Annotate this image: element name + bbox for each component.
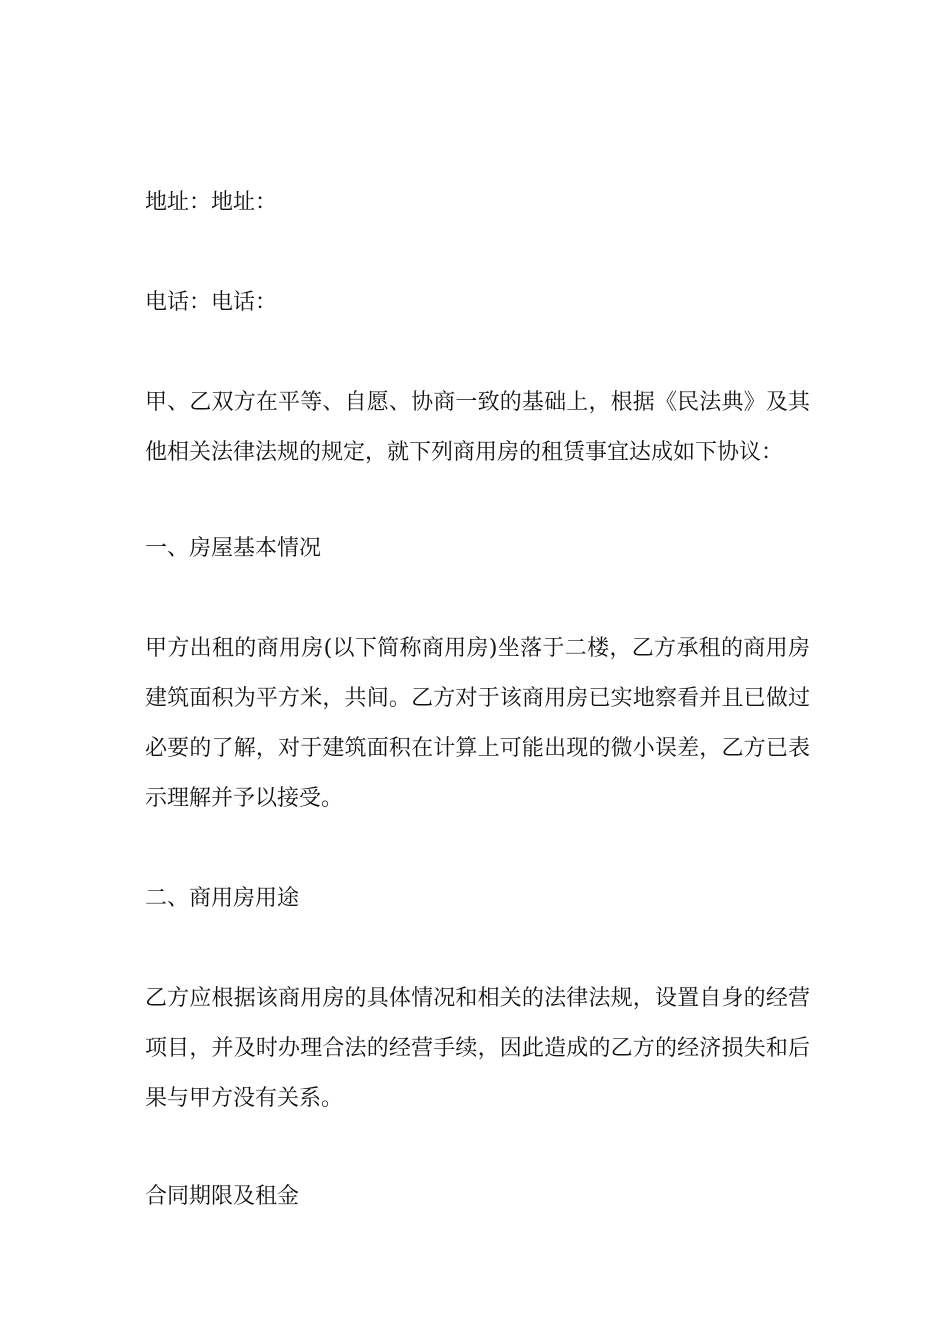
phone-line: 电话：电话： (145, 290, 278, 315)
section-body-basic-info: 甲方出租的商用房(以下简称商用房)坐落于二楼，乙方承租的商用房建筑面积为平方米，共间。乙方对于该商用房已实地察看并且已做过必要的了解，对于建筑面积在计算上可能出现的微小误差，乙方已表示理解并予以接受。 (145, 636, 810, 811)
section-heading-term-rent: 合同期限及租金 (145, 1184, 300, 1209)
address-line: 地址：地址： (145, 190, 278, 215)
section-heading-basic-info: 一、房屋基本情况 (145, 536, 322, 561)
intro-paragraph: 甲、乙双方在平等、自愿、协商一致的基础上，根据《民法典》及其他相关法律法规的规定，就下列商用房的租赁事宜达成如下协议： (145, 390, 810, 465)
section-heading-usage: 二、商用房用途 (145, 886, 300, 911)
section-body-usage: 乙方应根据该商用房的具体情况和相关的法律法规，设置自身的经营项目，并及时办理合法的经营手续，因此造成的乙方的经济损失和后果与甲方没有关系。 (145, 986, 810, 1111)
